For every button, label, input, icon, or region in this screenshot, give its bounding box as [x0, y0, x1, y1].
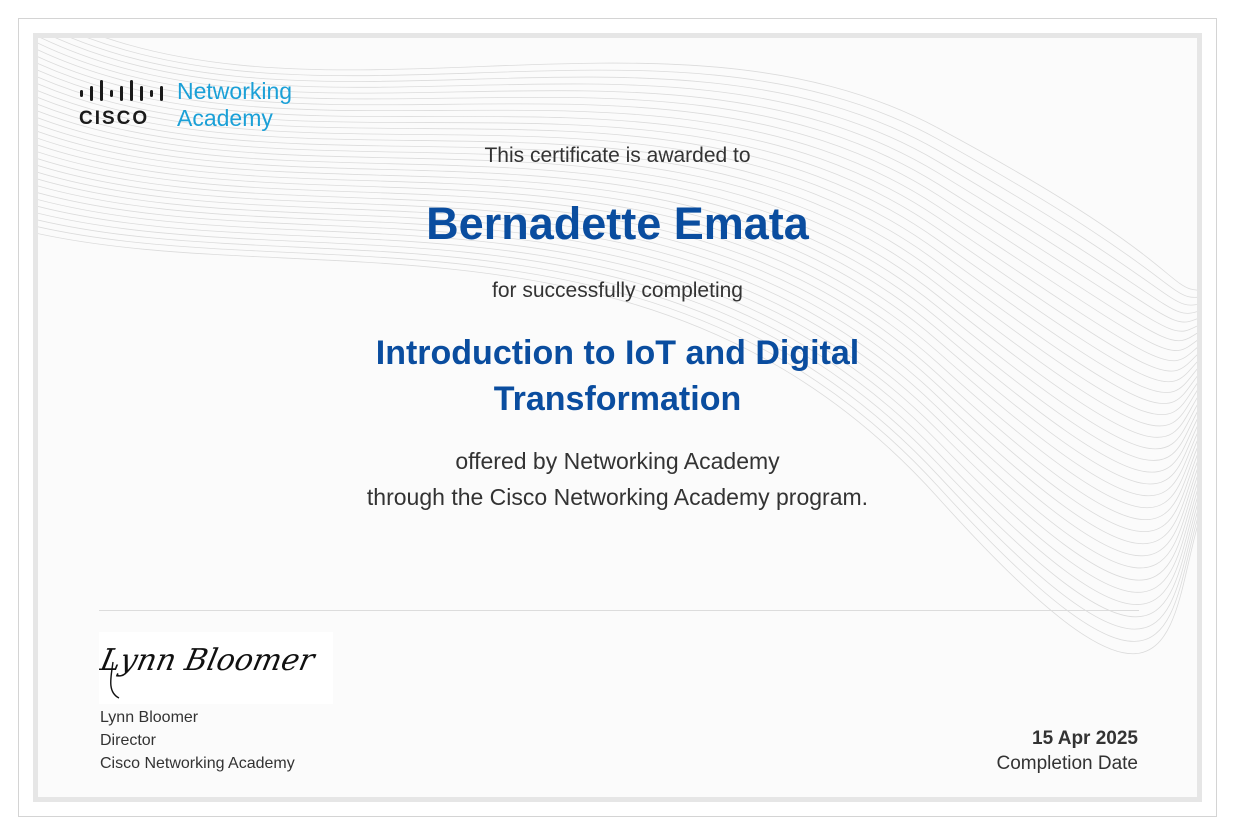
signatory-block	[100, 706, 295, 775]
course-title	[337, 330, 898, 422]
logo-networking-text: Networking	[177, 78, 293, 104]
awarded-text: This certificate is awarded to	[484, 144, 751, 167]
cisco-wordmark: CISCO	[79, 108, 150, 129]
course-title-line-2: Transformation	[493, 380, 742, 418]
cisco-bridge-icon	[78, 78, 318, 134]
completion-block	[996, 726, 1138, 776]
signatory-name: Lynn Bloomer	[100, 709, 199, 726]
offered-by-line-2: through the Cisco Networking Academy program.	[366, 484, 869, 510]
completion-date: 15 Apr 2025	[1032, 728, 1138, 749]
for-completing-text: for successfully completing	[492, 279, 743, 302]
completion-date-label: Completion Date	[996, 753, 1138, 774]
signature-script: Lynn Bloomer	[99, 643, 318, 678]
wave-line	[38, 215, 1197, 629]
signature-divider	[99, 610, 1139, 611]
cisco-networking-academy-logo	[78, 78, 318, 134]
signatory-title: Director	[100, 732, 157, 749]
recipient-name: Bernadette Emata	[426, 198, 809, 249]
offered-by-text	[0, 443, 1235, 515]
signature-image	[99, 632, 333, 704]
course-title-line-1: Introduction to IoT and Digital	[375, 334, 860, 372]
offered-by-line-1: offered by Networking Academy	[455, 448, 780, 474]
logo-academy-text: Academy	[177, 105, 273, 131]
signatory-organization: Cisco Networking Academy	[100, 755, 295, 772]
